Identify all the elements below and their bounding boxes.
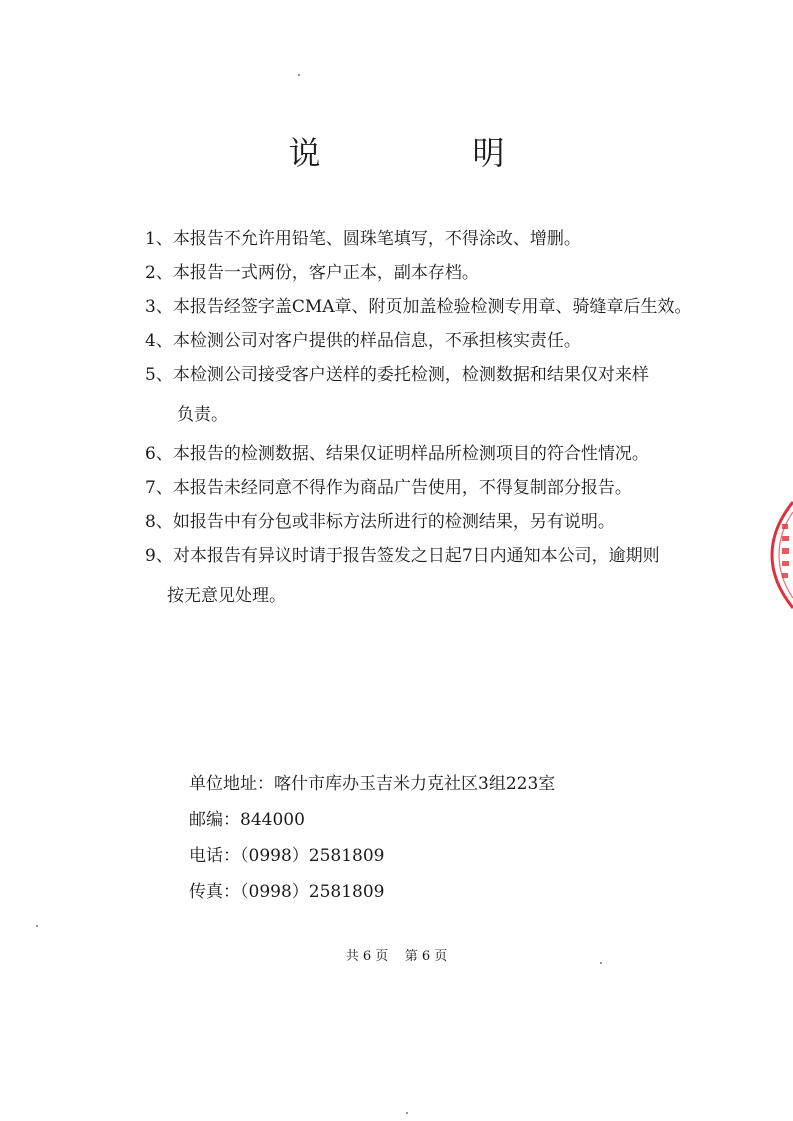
note-number: 1、 <box>145 229 173 249</box>
note-number: 9、 <box>145 546 173 566</box>
note-continuation: 负责。 <box>177 405 228 425</box>
note-text: 本报告不允许用铅笔、圆珠笔填写，不得涂改、增删。 <box>172 229 581 249</box>
current-page: 第 6 页 <box>404 949 448 964</box>
note-number: 4、 <box>145 331 173 351</box>
phone-value: （0998）2581809 <box>240 846 385 866</box>
note-number: 3、 <box>145 297 173 317</box>
total-pages: 共 6 页 <box>345 949 389 964</box>
note-continuation: 按无意见处理。 <box>167 586 286 606</box>
phone-label: 电话： <box>189 846 240 866</box>
postcode-label: 邮编： <box>189 810 240 830</box>
note-item <box>145 256 735 290</box>
scan-speck <box>298 74 300 76</box>
page-title: 说 明 <box>288 134 565 172</box>
contact-info <box>189 766 555 910</box>
note-item <box>145 539 735 618</box>
note-text: 本报告未经同意不得作为商品广告使用，不得复制部分报告。 <box>172 478 632 498</box>
note-number: 5、 <box>145 365 173 385</box>
fax-label: 传真： <box>189 882 240 902</box>
note-number: 2、 <box>145 263 173 283</box>
address-row <box>189 766 555 802</box>
scan-speck <box>600 962 602 964</box>
note-text: 本报告经签字盖CMA章、附页加盖检验检测专用章、骑缝章后生效。 <box>172 297 692 317</box>
note-number: 7、 <box>145 478 173 498</box>
fax-row <box>189 874 555 910</box>
postcode-value: 844000 <box>240 810 305 830</box>
scan-speck <box>36 925 38 927</box>
note-item <box>145 505 735 539</box>
note-item <box>145 324 735 358</box>
note-text: 本检测公司接受客户送样的委托检测，检测数据和结果仅对来样 <box>172 365 649 385</box>
postcode-row <box>189 802 555 838</box>
scan-speck <box>406 1112 408 1114</box>
fax-value: （0998）2581809 <box>240 882 385 902</box>
note-item <box>145 358 735 437</box>
phone-row <box>189 838 555 874</box>
note-number: 6、 <box>145 444 173 464</box>
notes-list <box>145 222 735 618</box>
note-text: 对本报告有异议时请于报告签发之日起7日内通知本公司，逾期则 <box>172 546 660 566</box>
note-item <box>145 222 735 256</box>
note-text: 本报告一式两份，客户正本，副本存档。 <box>172 263 479 283</box>
note-text: 如报告中有分包或非标方法所进行的检测结果，另有说明。 <box>172 512 615 532</box>
seal-stamp-icon <box>764 500 793 610</box>
page-footer <box>0 945 793 964</box>
note-item <box>145 290 735 324</box>
address-value: 喀什市库办玉吉米力克社区3组223室 <box>274 774 556 794</box>
note-item <box>145 471 735 505</box>
note-text: 本检测公司对客户提供的样品信息，不承担核实责任。 <box>172 331 581 351</box>
note-item <box>145 437 735 471</box>
note-text: 本报告的检测数据、结果仅证明样品所检测项目的符合性情况。 <box>172 444 649 464</box>
address-label: 单位地址： <box>189 774 274 794</box>
note-number: 8、 <box>145 512 173 532</box>
